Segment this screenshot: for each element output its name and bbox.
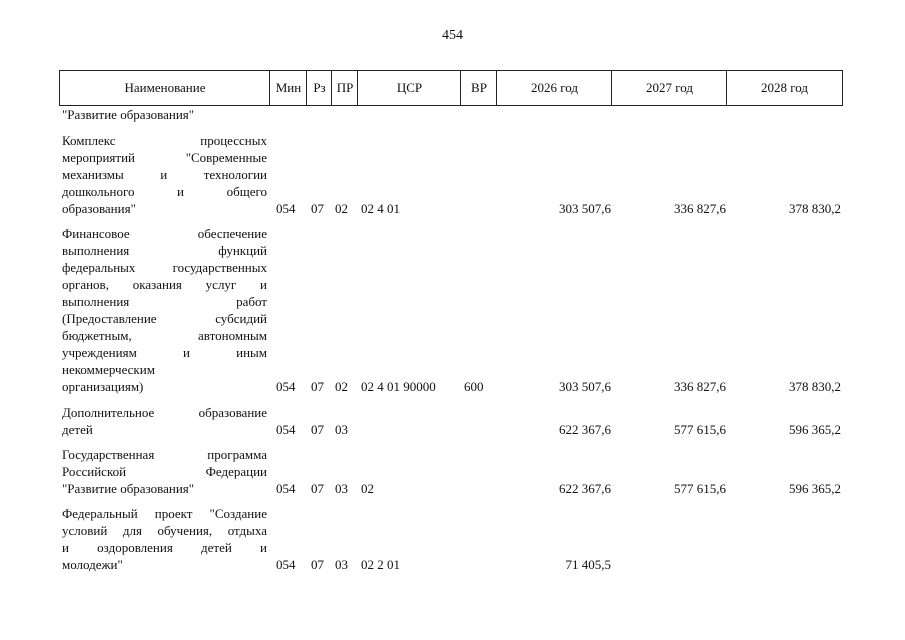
header-min: Мин bbox=[269, 70, 307, 106]
header-csr: ЦСР bbox=[357, 70, 461, 106]
name-line: Федеральный проект "Создание bbox=[62, 506, 267, 521]
cell-vr: 600 bbox=[464, 379, 484, 394]
continuation-line: "Развитие образования" bbox=[62, 107, 195, 122]
table-row-name bbox=[62, 132, 267, 217]
name-line: дошкольного и общего bbox=[62, 184, 267, 199]
cell-2026: 622 367,6 bbox=[559, 422, 611, 437]
cell-min: 054 bbox=[276, 201, 296, 216]
name-line: федеральных государственных bbox=[62, 260, 267, 275]
name-line: учреждениям и иным bbox=[62, 345, 267, 360]
header-2026: 2026 год bbox=[496, 70, 612, 106]
cell-csr: 02 2 01 bbox=[361, 557, 400, 572]
cell-2026: 71 405,5 bbox=[565, 557, 611, 572]
cell-pr: 03 bbox=[335, 481, 348, 496]
header-2028: 2028 год bbox=[726, 70, 843, 106]
cell-2028: 596 365,2 bbox=[789, 422, 841, 437]
table-header bbox=[59, 70, 843, 106]
cell-rz: 07 bbox=[311, 201, 324, 216]
cell-2027: 577 615,6 bbox=[674, 422, 726, 437]
table-row-name bbox=[62, 225, 267, 395]
name-line: Дополнительное образование bbox=[62, 405, 267, 420]
name-line: некоммерческим bbox=[62, 362, 155, 377]
cell-2028: 378 830,2 bbox=[789, 379, 841, 394]
header-vr: ВР bbox=[460, 70, 497, 106]
name-line: и оздоровления детей и bbox=[62, 540, 267, 555]
cell-rz: 07 bbox=[311, 422, 324, 437]
name-line: бюджетным, автономным bbox=[62, 328, 267, 343]
name-line: выполнения функций bbox=[62, 243, 267, 258]
name-line: (Предоставление субсидий bbox=[62, 311, 267, 326]
name-line: "Развитие образования" bbox=[62, 481, 195, 496]
cell-2027: 577 615,6 bbox=[674, 481, 726, 496]
header-pr: ПР bbox=[331, 70, 358, 106]
cell-csr: 02 4 01 90000 bbox=[361, 379, 436, 394]
header-name: Наименование bbox=[59, 70, 270, 106]
header-rz: Рз bbox=[306, 70, 332, 106]
cell-min: 054 bbox=[276, 557, 296, 572]
name-line: Российской Федерации bbox=[62, 464, 267, 479]
cell-2027: 336 827,6 bbox=[674, 379, 726, 394]
table-row-name bbox=[62, 404, 267, 438]
cell-csr: 02 4 01 bbox=[361, 201, 400, 216]
name-line: организациям) bbox=[62, 379, 144, 394]
name-line: механизмы и технологии bbox=[62, 167, 267, 182]
name-line: Комплекс процессных bbox=[62, 133, 267, 148]
table-row-name bbox=[62, 505, 267, 573]
cell-csr: 02 bbox=[361, 481, 374, 496]
cell-2026: 303 507,6 bbox=[559, 379, 611, 394]
cell-pr: 02 bbox=[335, 201, 348, 216]
cell-pr: 02 bbox=[335, 379, 348, 394]
cell-2028: 596 365,2 bbox=[789, 481, 841, 496]
name-line: Государственная программа bbox=[62, 447, 267, 462]
cell-2026: 622 367,6 bbox=[559, 481, 611, 496]
cell-min: 054 bbox=[276, 422, 296, 437]
cell-rz: 07 bbox=[311, 557, 324, 572]
name-line: условий для обучения, отдыха bbox=[62, 523, 267, 538]
page-number: 454 bbox=[442, 28, 463, 43]
cell-pr: 03 bbox=[335, 557, 348, 572]
cell-rz: 07 bbox=[311, 379, 324, 394]
table-row-name bbox=[62, 446, 267, 497]
cell-2028: 378 830,2 bbox=[789, 201, 841, 216]
name-line: Финансовое обеспечение bbox=[62, 226, 267, 241]
name-line: молодежи" bbox=[62, 557, 123, 572]
name-line: детей bbox=[62, 422, 93, 437]
cell-min: 054 bbox=[276, 379, 296, 394]
name-line: органов, оказания услуг и bbox=[62, 277, 267, 292]
name-line: выполнения работ bbox=[62, 294, 267, 309]
cell-2026: 303 507,6 bbox=[559, 201, 611, 216]
name-line: мероприятий "Современные bbox=[62, 150, 267, 165]
cell-rz: 07 bbox=[311, 481, 324, 496]
name-line: образования" bbox=[62, 201, 136, 216]
cell-min: 054 bbox=[276, 481, 296, 496]
header-2027: 2027 год bbox=[611, 70, 727, 106]
cell-pr: 03 bbox=[335, 422, 348, 437]
cell-2027: 336 827,6 bbox=[674, 201, 726, 216]
